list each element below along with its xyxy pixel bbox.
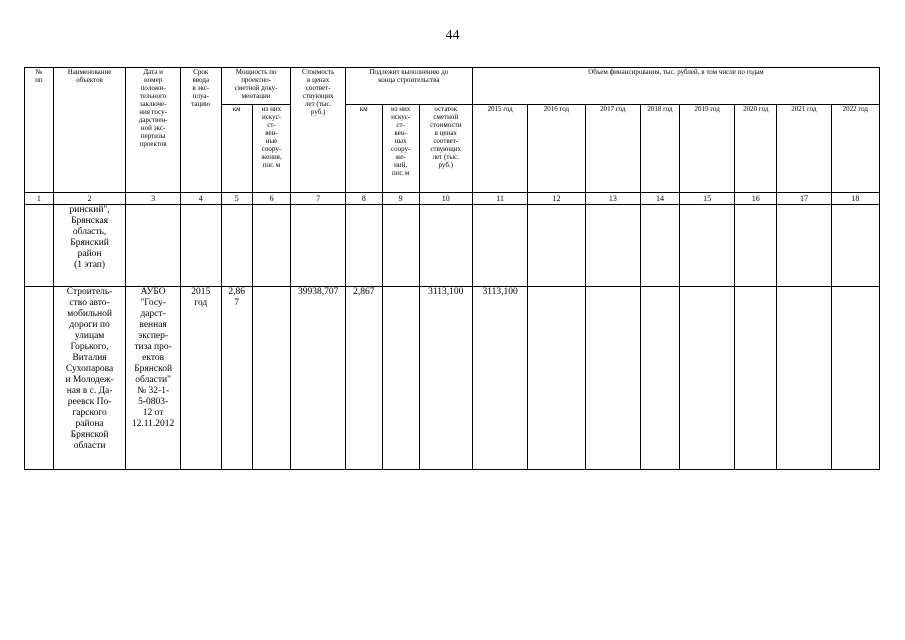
- header-capacity: Мощность по проектно- сметной доку- ментации: [221, 68, 291, 105]
- table-cell: [126, 205, 180, 287]
- row-num-cell: [25, 205, 54, 287]
- object-name: ринский", Брянская область, Брянский район (1 этап): [53, 205, 126, 287]
- object-name: Строитель- ство авто- мобильной дороги по улицам Горького, Виталия Сухопарова и Молодеж- ная в с. Да- реевск По- гарского района Брянской области: [53, 287, 126, 470]
- header-year: 2022 год: [831, 105, 879, 193]
- header-backlog: Подлежит выполнению до конца строительства: [345, 68, 472, 105]
- header-financing: Объем финансирования, тыс. рублей, в том числе по годам: [472, 68, 879, 105]
- header-date: Дата и номер положи- тельного заключе- ния госу- дарствен- ной экс- пертизы проектов: [126, 68, 180, 193]
- table-cell: [419, 205, 472, 287]
- backlog-artificial-cell: [382, 287, 419, 470]
- backlog-rest-cell: 3113,100: [419, 287, 472, 470]
- column-number: 5: [221, 193, 252, 205]
- year-2020-cell: [735, 287, 777, 470]
- header-year: 2015 год: [472, 105, 527, 193]
- column-number: 15: [679, 193, 734, 205]
- table-cell: [472, 205, 527, 287]
- table-cell: [345, 205, 382, 287]
- table-cell: [735, 205, 777, 287]
- table-cell: [221, 205, 252, 287]
- term-cell: 2015 год: [180, 287, 221, 470]
- header-year: 2018 год: [641, 105, 680, 193]
- capacity-km-cell: 2,86 7: [221, 287, 252, 470]
- capacity-artificial-cell: [252, 287, 291, 470]
- header-name: Наименование объектов: [53, 68, 126, 193]
- column-number: 12: [528, 193, 585, 205]
- expertise-cell: АУБО "Госу- дарст- венная экспер- тиза про- ектов Брянской области" № 32-1- 5-0803- 12 от 12.11.2012: [126, 287, 180, 470]
- header-back-artificial: из них искус- ст- вен- ных соору- же- ний, пог. м: [382, 105, 419, 193]
- year-2019-cell: [679, 287, 734, 470]
- table-cell: [291, 205, 345, 287]
- header-cap-artificial: из них искус- ст- вен- ные соору- жения, пог. м: [252, 105, 291, 193]
- column-number: 17: [777, 193, 831, 205]
- year-2018-cell: [641, 287, 680, 470]
- column-number-row: [25, 193, 880, 205]
- header-term: Срок ввода в экс- плуа- тацию: [180, 68, 221, 193]
- year-2015-cell: 3113,100: [472, 287, 527, 470]
- column-number: 11: [472, 193, 527, 205]
- column-number: 16: [735, 193, 777, 205]
- cost-cell: 39938,707: [291, 287, 345, 470]
- table-cell: [180, 205, 221, 287]
- column-number: 10: [419, 193, 472, 205]
- table-cell: [679, 205, 734, 287]
- column-number: 7: [291, 193, 345, 205]
- column-number: 14: [641, 193, 680, 205]
- row-num-cell: [25, 287, 54, 470]
- table-cell: [641, 205, 680, 287]
- page-number: 44: [445, 28, 460, 43]
- table-cell: [528, 205, 585, 287]
- header-year: 2017 год: [585, 105, 640, 193]
- column-number: 8: [345, 193, 382, 205]
- table-cell: [252, 205, 291, 287]
- year-2017-cell: [585, 287, 640, 470]
- header-num: № пп: [25, 68, 54, 193]
- table-cell: [585, 205, 640, 287]
- table-row: [25, 287, 880, 470]
- year-2021-cell: [777, 287, 831, 470]
- column-number: 6: [252, 193, 291, 205]
- header-cost: Стоимость в ценах соответ- ствующих лет (тыс. руб.): [291, 68, 345, 193]
- column-number: 2: [53, 193, 126, 205]
- header-year: 2016 год: [528, 105, 585, 193]
- table-cell: [831, 205, 879, 287]
- year-2022-cell: [831, 287, 879, 470]
- year-2016-cell: [528, 287, 585, 470]
- header-back-rest: остаток сметной стоимости в ценах соответ- ствующих лет (тыс. руб.): [419, 105, 472, 193]
- table-cell: [777, 205, 831, 287]
- column-number: 18: [831, 193, 879, 205]
- column-number: 4: [180, 193, 221, 205]
- header-year: 2020 год: [735, 105, 777, 193]
- construction-table: [24, 67, 880, 470]
- header-year: 2021 год: [777, 105, 831, 193]
- table-row: [25, 205, 880, 287]
- header-year: 2019 год: [679, 105, 734, 193]
- table-cell: [382, 205, 419, 287]
- column-number: 1: [25, 193, 54, 205]
- column-number: 3: [126, 193, 180, 205]
- column-number: 9: [382, 193, 419, 205]
- header-back-km: км: [345, 105, 382, 193]
- column-number: 13: [585, 193, 640, 205]
- header-cap-km: км: [221, 105, 252, 193]
- backlog-km-cell: 2,867: [345, 287, 382, 470]
